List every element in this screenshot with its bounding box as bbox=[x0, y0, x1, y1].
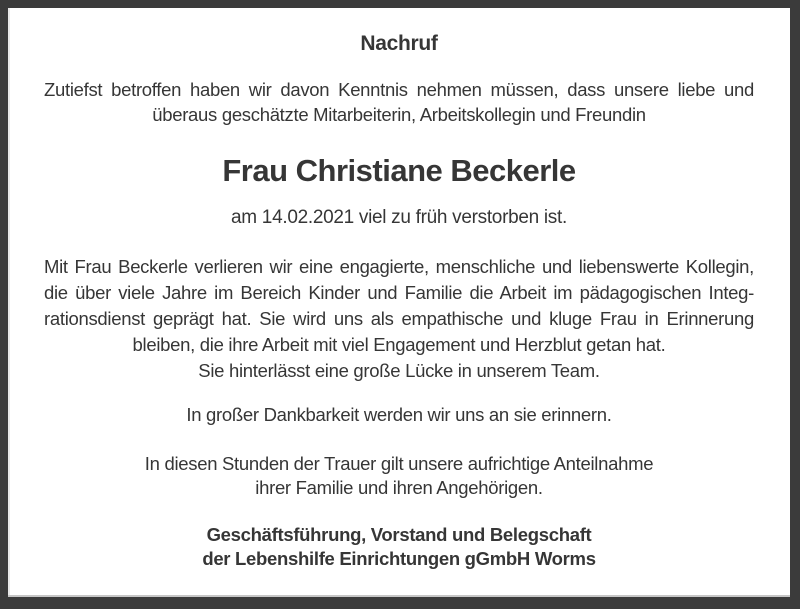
tribute-line-2: die über viele Jahre im Bereich Kinder und Familie die Arbeit im pädagogischen Integ- bbox=[44, 282, 754, 303]
tribute-line-1: Mit Frau Beckerle verlieren wir eine engagierte, menschliche und liebenswerte Kollegin, bbox=[44, 256, 754, 277]
obituary-title: Nachruf bbox=[360, 32, 438, 55]
signature-block bbox=[44, 523, 754, 571]
condolence-paragraph bbox=[44, 452, 754, 500]
intro-line-1: Zutiefst betroffen haben wir davon Kenntnis nehmen müssen, dass unsere liebe und bbox=[44, 79, 754, 100]
condolence-line-1: In diesen Stunden der Trauer gilt unsere aufrichtige Anteilnahme bbox=[144, 453, 654, 474]
intro-paragraph bbox=[44, 77, 754, 127]
signature-line-1: Geschäftsführung, Vorstand und Belegschaft bbox=[206, 524, 592, 545]
tribute-paragraph bbox=[44, 254, 754, 384]
signature-line-2: der Lebenshilfe Einrichtungen gGmbH Worms bbox=[202, 548, 596, 569]
death-date-line: am 14.02.2021 viel zu früh verstorben ist. bbox=[231, 207, 567, 228]
intro-line-2: überaus geschätzte Mitarbeiterin, Arbeitskollegin und Freundin bbox=[152, 104, 646, 125]
deceased-name: Frau Christiane Beckerle bbox=[222, 153, 576, 188]
tribute-line-3: rationsdienst geprägt hat. Sie wird uns als empathische und kluge Frau in Erinnerung bbox=[44, 308, 754, 329]
gratitude-line: In großer Dankbarkeit werden wir uns an sie erinnern. bbox=[186, 404, 612, 425]
condolence-line-2: ihrer Familie und ihren Angehörigen. bbox=[255, 477, 543, 498]
team-line: Sie hinterlässt eine große Lücke in unserem Team. bbox=[198, 360, 600, 381]
tribute-line-4: bleiben, die ihre Arbeit mit viel Engagement und Herzblut getan hat. bbox=[132, 334, 666, 355]
